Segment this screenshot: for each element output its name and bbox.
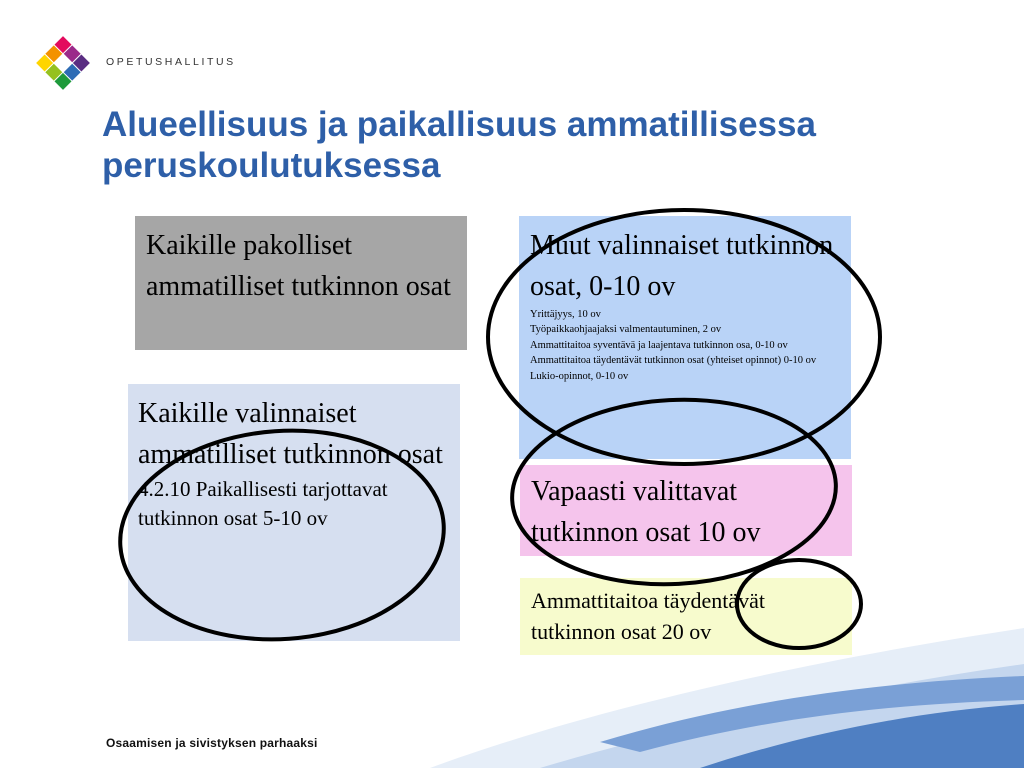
other-optional-item: Ammattitaitoa syventävä ja laajentava tutkinnon osa, 0-10 ov xyxy=(530,339,788,351)
other-optional-heading: Muut valinnaiset tutkinnon osat, 0-10 ov xyxy=(530,230,834,302)
other-optional-item: Yrittäjyys, 10 ov xyxy=(530,309,601,320)
all-optional-heading: Kaikille valinnaiset ammatilliset tutkinnon osat xyxy=(138,398,443,470)
slide-title: Alueellisuus ja paikallisuus ammatillisessa peruskoulutuksessa xyxy=(102,105,816,185)
supplementary-text: Ammattitaitoa täydentävät tutkinnon osat 20 ov xyxy=(531,588,765,644)
footer-slogan: Osaamisen ja sivistyksen parhaaksi xyxy=(106,736,318,750)
brand-name: OPETUSHALLITUS xyxy=(106,56,236,68)
all-optional-detail: 4.2.10 Paikallisesti tarjottavat tutkinnon osat 5-10 ov xyxy=(138,477,388,530)
other-optional-item: Lukio-opinnot, 0-10 ov xyxy=(530,370,629,382)
other-optional-item: Työpaikkaohjaajaksi valmentautuminen, 2 ov xyxy=(530,324,722,336)
mandatory-units-text: Kaikille pakolliset ammatilliset tutkinnon osat xyxy=(146,230,451,302)
other-optional-item: Ammattitaitoa täydentävät tutkinnon osat (yhteiset opinnot) 0-10 ov xyxy=(530,355,817,367)
free-choice-text: Vapaasti valittavat tutkinnon osat 10 ov xyxy=(531,476,761,548)
